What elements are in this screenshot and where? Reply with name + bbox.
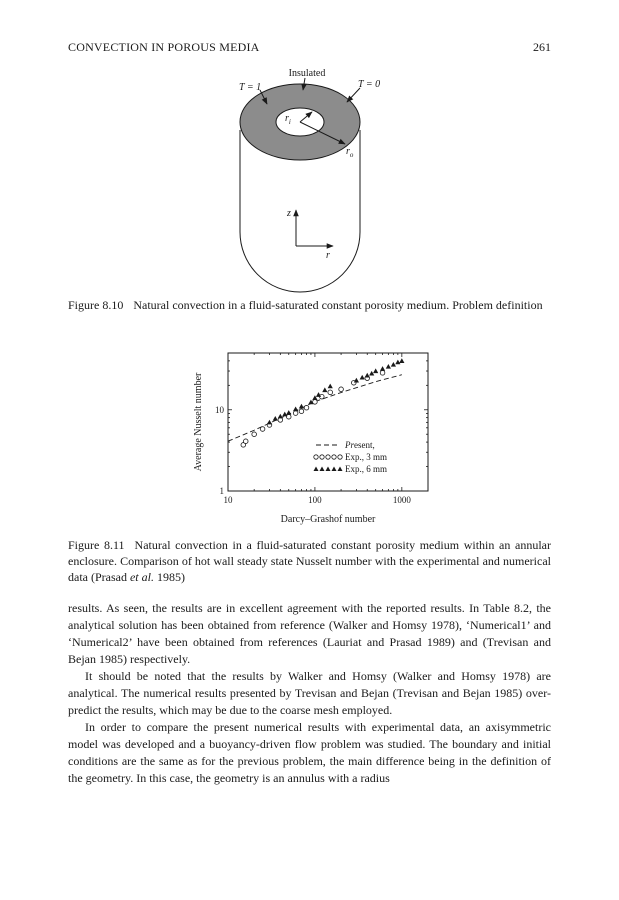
x-tick-label: 10	[223, 495, 233, 505]
exp-3mm-point	[260, 427, 265, 432]
x-axis-label: Darcy–Grashof number	[280, 514, 376, 525]
legend-swatch-exp-3mm	[320, 455, 324, 459]
caption-label: Figure 8.10	[68, 298, 124, 312]
body-text	[68, 600, 551, 787]
exp-3mm-point	[286, 414, 291, 419]
legend-swatch-exp-3mm	[314, 455, 318, 459]
exp-6mm-point	[286, 410, 291, 415]
exp-6mm-point	[328, 384, 333, 389]
exp-6mm-point	[278, 414, 283, 419]
y-tick-label: 1	[219, 486, 224, 496]
x-tick-label: 100	[308, 495, 322, 505]
exp-3mm-point	[328, 390, 333, 395]
exp-6mm-point	[299, 404, 304, 409]
running-header	[68, 40, 551, 56]
legend-swatch-exp-6mm	[332, 467, 337, 472]
ro-label: $r_o$	[346, 146, 354, 159]
legend-swatch-exp-3mm	[332, 455, 336, 459]
running-title: CONVECTION IN POROUS MEDIA	[68, 40, 260, 54]
insulated-label: Insulated	[288, 68, 326, 79]
exp-3mm-point	[313, 400, 318, 405]
exp-6mm-point	[395, 360, 400, 365]
t-hot-label: T = 1	[239, 82, 262, 93]
y-axis-label: Average Nusselt number	[193, 372, 204, 472]
legend-swatch-exp-6mm	[326, 467, 331, 472]
exp-3mm-point	[243, 439, 248, 444]
figure-8-10-caption	[68, 297, 551, 313]
page-number: 261	[533, 40, 551, 54]
legend-label: Present,	[345, 440, 375, 450]
exp-3mm-point	[339, 387, 344, 392]
legend-label: Exp., 6 mm	[345, 464, 387, 474]
r-axis-label: r	[326, 250, 330, 261]
paragraph: results. As seen, the results are in excellent agreement with the reported results. In Table 8.2, the analytical solution has been obtained from reference (Walker and Homsy 1978), ‘Numerical1’ and ‘Numerical2’ have been obtained from references (Lauriat and Prasad 1989) and (Trevisan and Bejan 1985) respectively.	[68, 601, 551, 666]
t-cold-arrow	[347, 88, 360, 102]
exp-3mm-point	[380, 371, 385, 376]
t-cold-label: T = 0	[358, 79, 381, 90]
exp-3mm-point	[299, 409, 304, 414]
caption-text: Natural convection in a fluid-saturated constant porosity medium. Problem definition	[133, 298, 543, 312]
exp-6mm-point	[267, 420, 272, 425]
exp-6mm-point	[380, 366, 385, 371]
legend-swatch-exp-6mm	[320, 467, 325, 472]
ri-label: $r_i$	[285, 113, 291, 126]
exp-6mm-point	[293, 406, 298, 411]
legend-swatch-exp-6mm	[314, 467, 319, 472]
exp-6mm-point	[369, 371, 374, 376]
paragraph: It should be noted that the results by Walker and Homsy (Walker and Homsy 1978) are analytical. The numerical results presented by Trevisan and Bejan (Trevisan and Bejan 1985) over-predict the results, which may be due to the coarse mesh employed.	[68, 669, 551, 717]
exp-6mm-point	[322, 387, 327, 392]
caption-text: Natural convection in a fluid-saturated constant porosity medium within an annular enclosure. Comparison of hot wall steady state Nusselt number with the experimental and numerical data (Prasad et al. 1985)	[68, 538, 551, 584]
exp-3mm-point	[252, 432, 257, 437]
present-line	[228, 375, 402, 441]
figure-8-11-caption	[68, 537, 551, 585]
figure-8-10-schematic	[225, 64, 395, 294]
exp-6mm-point	[399, 358, 404, 363]
legend-swatch-exp-3mm	[326, 455, 330, 459]
exp-6mm-point	[365, 373, 370, 378]
legend-swatch-exp-6mm	[338, 467, 343, 472]
legend-label: Exp., 3 mm	[345, 452, 387, 462]
exp-6mm-point	[360, 375, 365, 380]
exp-3mm-point	[304, 405, 309, 410]
exp-6mm-point	[391, 362, 396, 367]
figure-8-11-chart	[188, 348, 448, 530]
legend-swatch-exp-3mm	[338, 455, 342, 459]
z-axis-label: z	[287, 208, 291, 219]
exp-6mm-point	[354, 378, 359, 383]
exp-6mm-point	[373, 368, 378, 373]
exp-6mm-point	[273, 416, 278, 421]
y-tick-label: 10	[215, 404, 224, 415]
exp-6mm-point	[386, 364, 391, 369]
paragraph: In order to compare the present numerical results with experimental data, an axisymmetric model was developed and a buoyancy-driven flow problem was studied. The boundary and initial conditions are the same as for the previous problem, the main difference being in the definition of the geometry. In this case, the geometry is an annulus with a radius	[68, 720, 551, 785]
caption-label: Figure 8.11	[68, 538, 125, 552]
x-tick-label: 1000	[392, 495, 411, 505]
exp-3mm-point	[293, 411, 298, 416]
